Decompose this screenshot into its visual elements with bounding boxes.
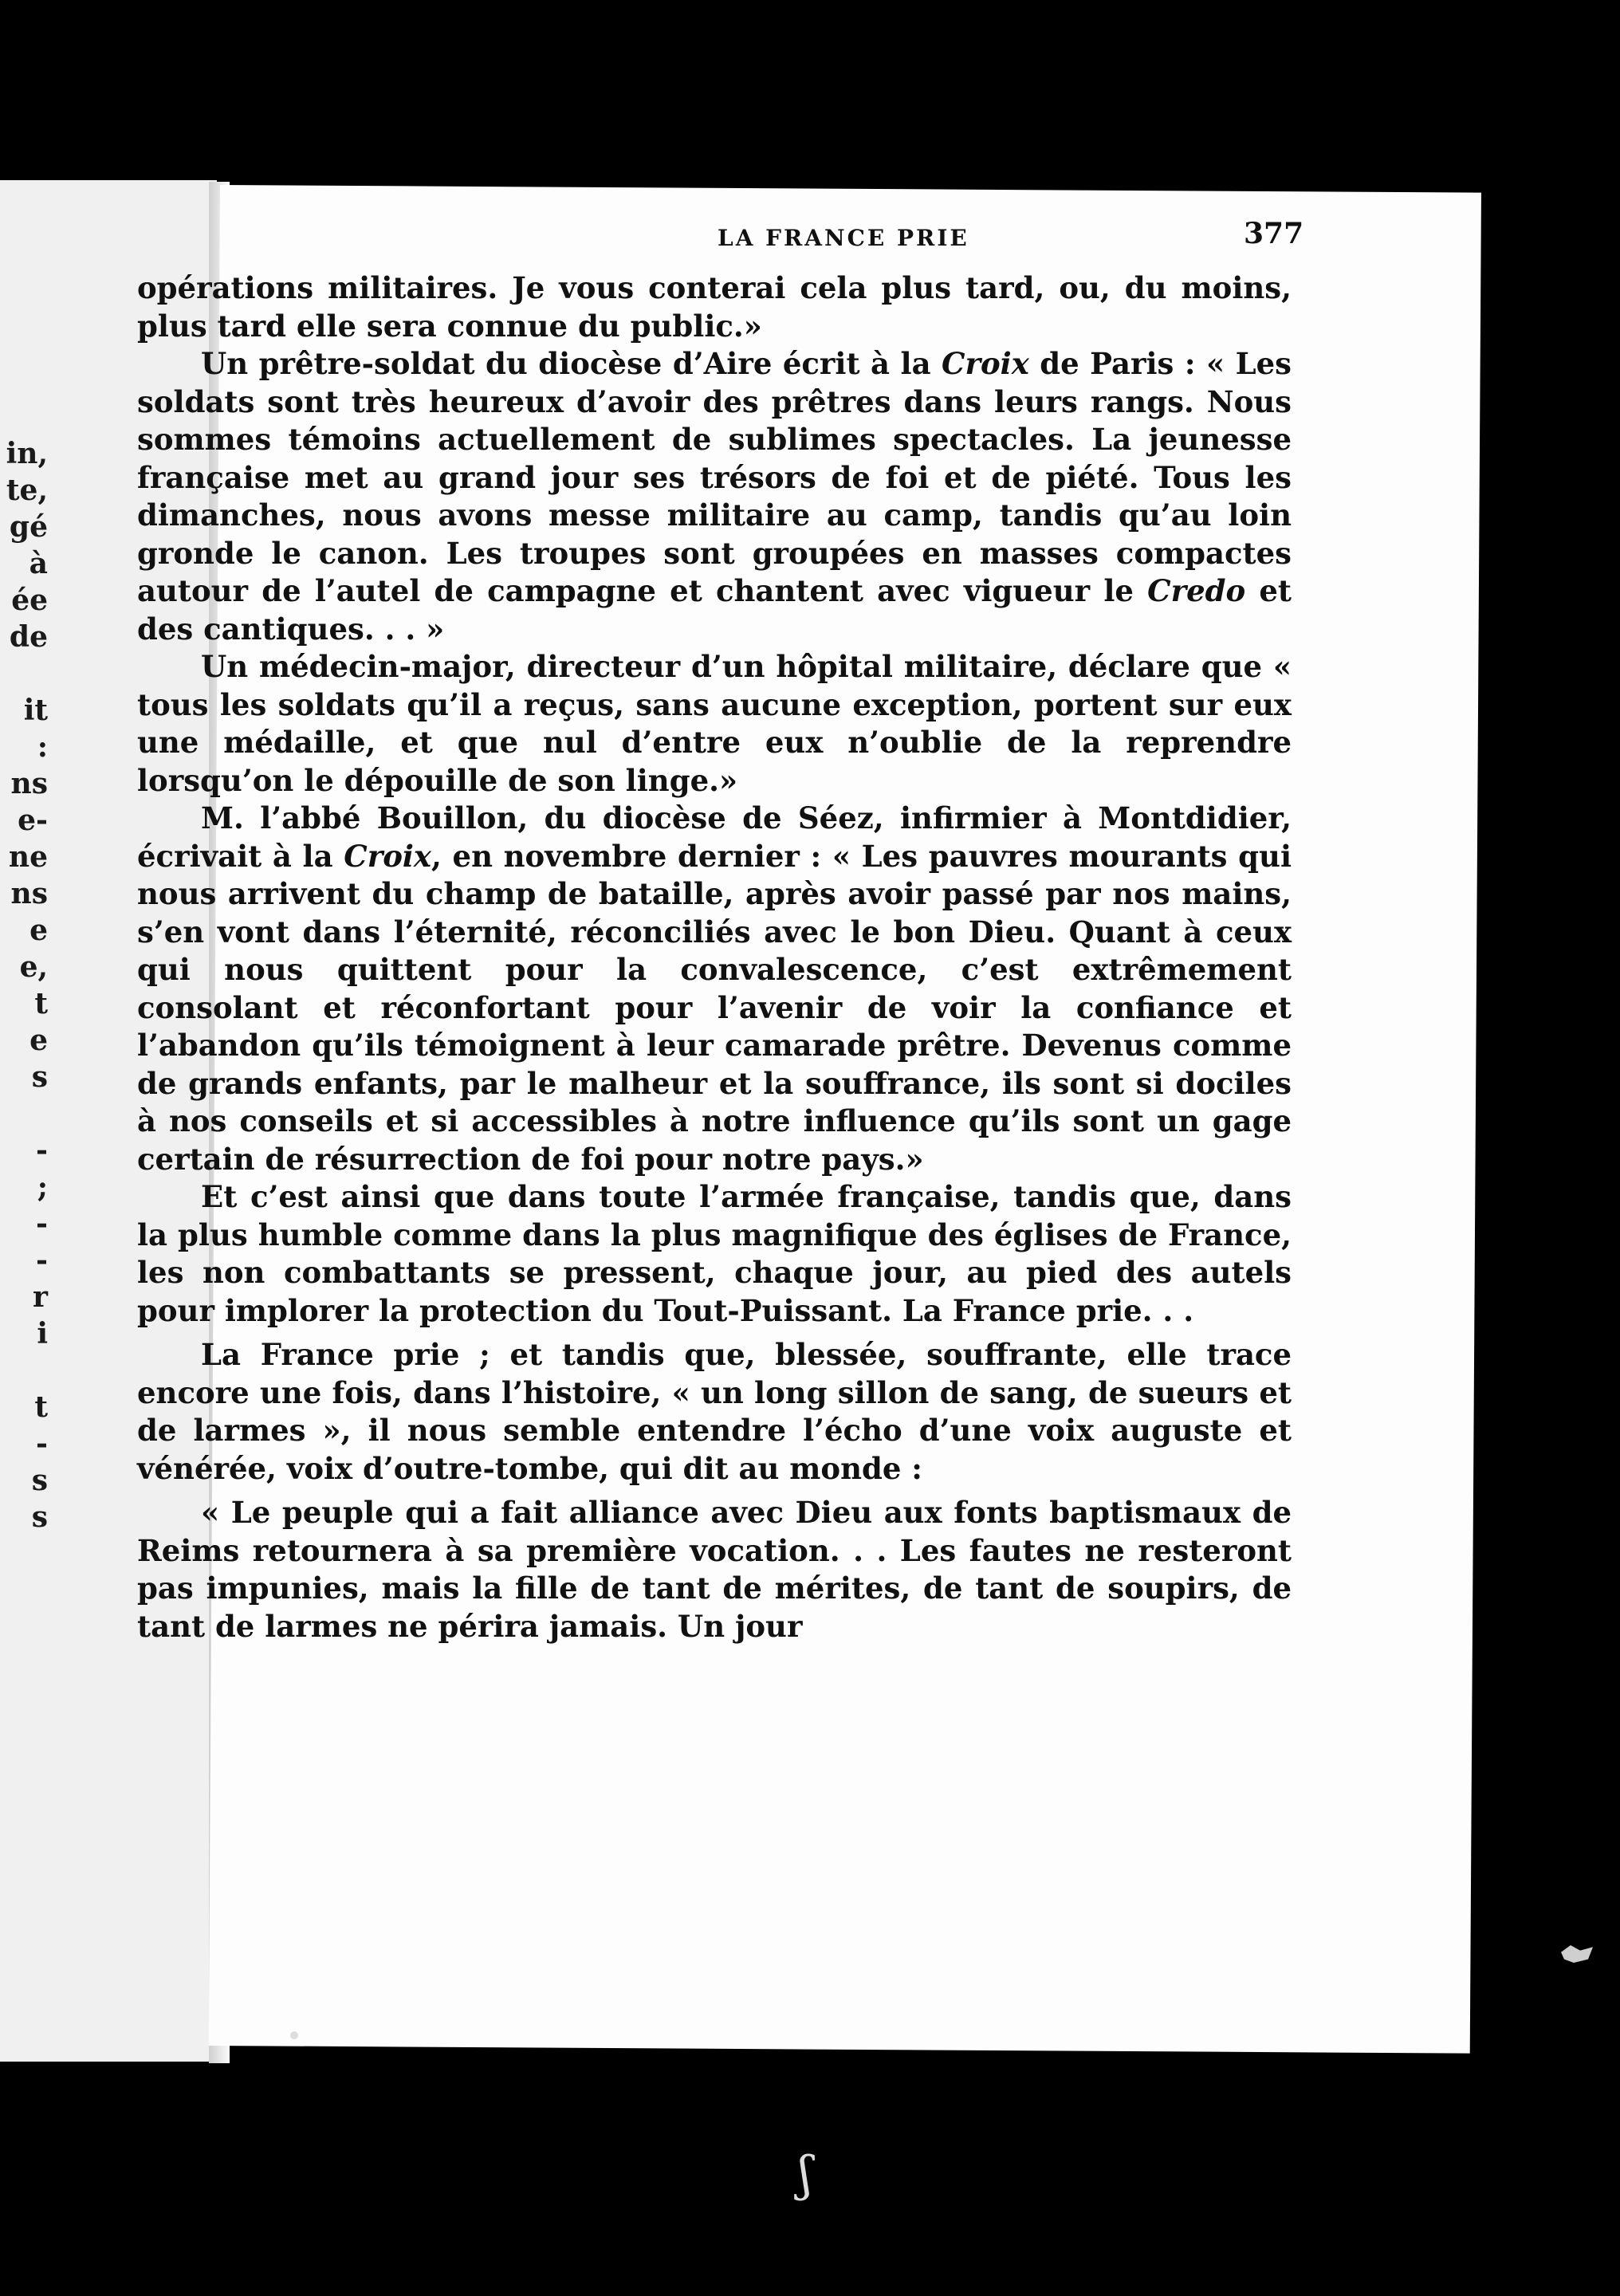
left-margin-line: e bbox=[29, 914, 48, 947]
left-margin-line bbox=[0, 1352, 48, 1389]
scan-mark bbox=[1561, 1945, 1593, 1963]
left-margin-line: it bbox=[23, 694, 48, 727]
left-margin-line: t bbox=[34, 1390, 48, 1424]
paragraph: Et c’est ainsi que dans toute l’armée française, tandis que, dans la plus humble comme dans la plus magnifique des églises de France, les non combattants se pressent, chaque jour, au pied des autels pour implorer la protection du Tout-Puissant. La France prie. . . bbox=[137, 1179, 1292, 1328]
left-margin-line bbox=[0, 655, 48, 692]
left-margin-line: in, bbox=[6, 437, 48, 470]
left-margin-line: e- bbox=[18, 804, 48, 837]
left-margin-line: ns bbox=[10, 877, 48, 910]
page-number: 377 bbox=[1244, 217, 1304, 250]
left-margin-line: ée bbox=[11, 584, 48, 617]
body-text bbox=[137, 269, 1292, 1645]
left-margin-line: de bbox=[9, 620, 48, 654]
left-margin-line: s bbox=[31, 1500, 48, 1534]
left-margin-line: r bbox=[33, 1280, 48, 1314]
left-margin-line: à bbox=[29, 547, 48, 580]
dust-speck bbox=[290, 2031, 298, 2039]
text-run: et des cantiques. . . » bbox=[137, 573, 1292, 647]
left-page-margin-text bbox=[0, 435, 48, 1535]
left-margin-line: e, bbox=[19, 950, 48, 984]
left-margin-line: gé bbox=[9, 510, 48, 544]
paragraph bbox=[137, 800, 1292, 1178]
left-margin-line: e bbox=[29, 1024, 48, 1057]
paragraph: Un médecin-major, directeur d’un hôpital militaire, déclare que « tous les soldats qu’il a reçus, sans aucune exception, portent sur eux une médaille, et que nul d’entre eux n’oublie de la reprendre lorsqu’on le dépouille de son linge.» bbox=[137, 649, 1292, 798]
left-margin-line: - bbox=[36, 1244, 48, 1277]
scan-mark: ʃ bbox=[799, 2146, 812, 2202]
left-margin-line: - bbox=[36, 1427, 48, 1461]
running-title: LA FRANCE PRIE bbox=[718, 225, 969, 251]
page-header bbox=[144, 212, 1304, 260]
left-margin-line: s bbox=[31, 1060, 48, 1094]
left-margin-line: ns bbox=[10, 767, 48, 800]
left-margin-line: : bbox=[37, 730, 48, 764]
text-run: M. l’abbé Bouillon, du diocèse de Séez, infirmier à Montdidier, écrivait à la bbox=[137, 800, 1292, 874]
paragraph: La France prie ; et tandis que, blessée, souffrante, elle trace encore une fois, dans l’histoire, « un long sillon de sang, de sueurs et de larmes », il nous semble entendre l’écho d’une voix auguste et vénérée, voix d’outre-tombe, qui dit au monde : bbox=[137, 1337, 1292, 1486]
left-margin-line: i bbox=[37, 1317, 48, 1350]
left-margin-line: - bbox=[36, 1207, 48, 1240]
paragraph: « Le peuple qui a fait alliance avec Dieu aux fonts baptismaux de Reims retournera à sa première vocation. . . Les fautes ne resteront pas impunies, mais la fille de tant de mérites, de tant de soupirs, de tant de larmes ne périra jamais. Un jour bbox=[137, 1495, 1292, 1644]
italic-title: Croix bbox=[942, 346, 1029, 381]
text-run: , en novembre dernier : « Les pauvres mourants qui nous arrivent du champ de bataille, après avoir passé par nos mains, s’en vont dans l’éternité, réconciliés avec le bon Dieu. Quant à ceux qui nous quittent pour la convalescence, c’est extrêmement consolant et réconfortant pour l’avenir de voir la confiance et l’abandon qu’ils témoignent à leur camarade prêtre. Devenus comme de grands enfants, par le malheur et la souffrance, ils sont si dociles à nos conseils et si accessibles à notre influence qu’ils sont un gage certain de résurrection de foi pour notre pays.» bbox=[137, 838, 1292, 1177]
text-run: Un prêtre-soldat du diocèse d’Aire écrit à la bbox=[201, 346, 942, 381]
italic-title: Croix bbox=[344, 838, 431, 874]
left-margin-line: t bbox=[34, 987, 48, 1020]
paragraph bbox=[137, 345, 1292, 648]
paragraph: opérations militaires. Je vous conterai cela plus tard, ou, du moins, plus tard elle sera connue du public.» bbox=[137, 270, 1292, 344]
left-margin-line: ne bbox=[8, 840, 48, 874]
left-margin-line: - bbox=[36, 1134, 48, 1167]
text-run: de Paris : « Les soldats sont très heureux d’avoir des prêtres dans leurs rangs. Nous sommes témoins actuellement de sublimes spectacles. La jeunesse française met au grand jour ses trésors de foi et de piété. Tous les dimanches, nous avons messe militaire au camp, tandis qu’au loin gronde le canon. Les troupes sont groupées en masses compactes autour de l’autel de campagne et chantent avec vigueur le bbox=[137, 346, 1292, 608]
left-margin-line: ; bbox=[37, 1170, 48, 1204]
left-margin-line: s bbox=[31, 1464, 48, 1497]
left-margin-line bbox=[0, 1095, 48, 1132]
italic-title: Credo bbox=[1147, 573, 1246, 608]
left-margin-line: te, bbox=[6, 474, 48, 507]
